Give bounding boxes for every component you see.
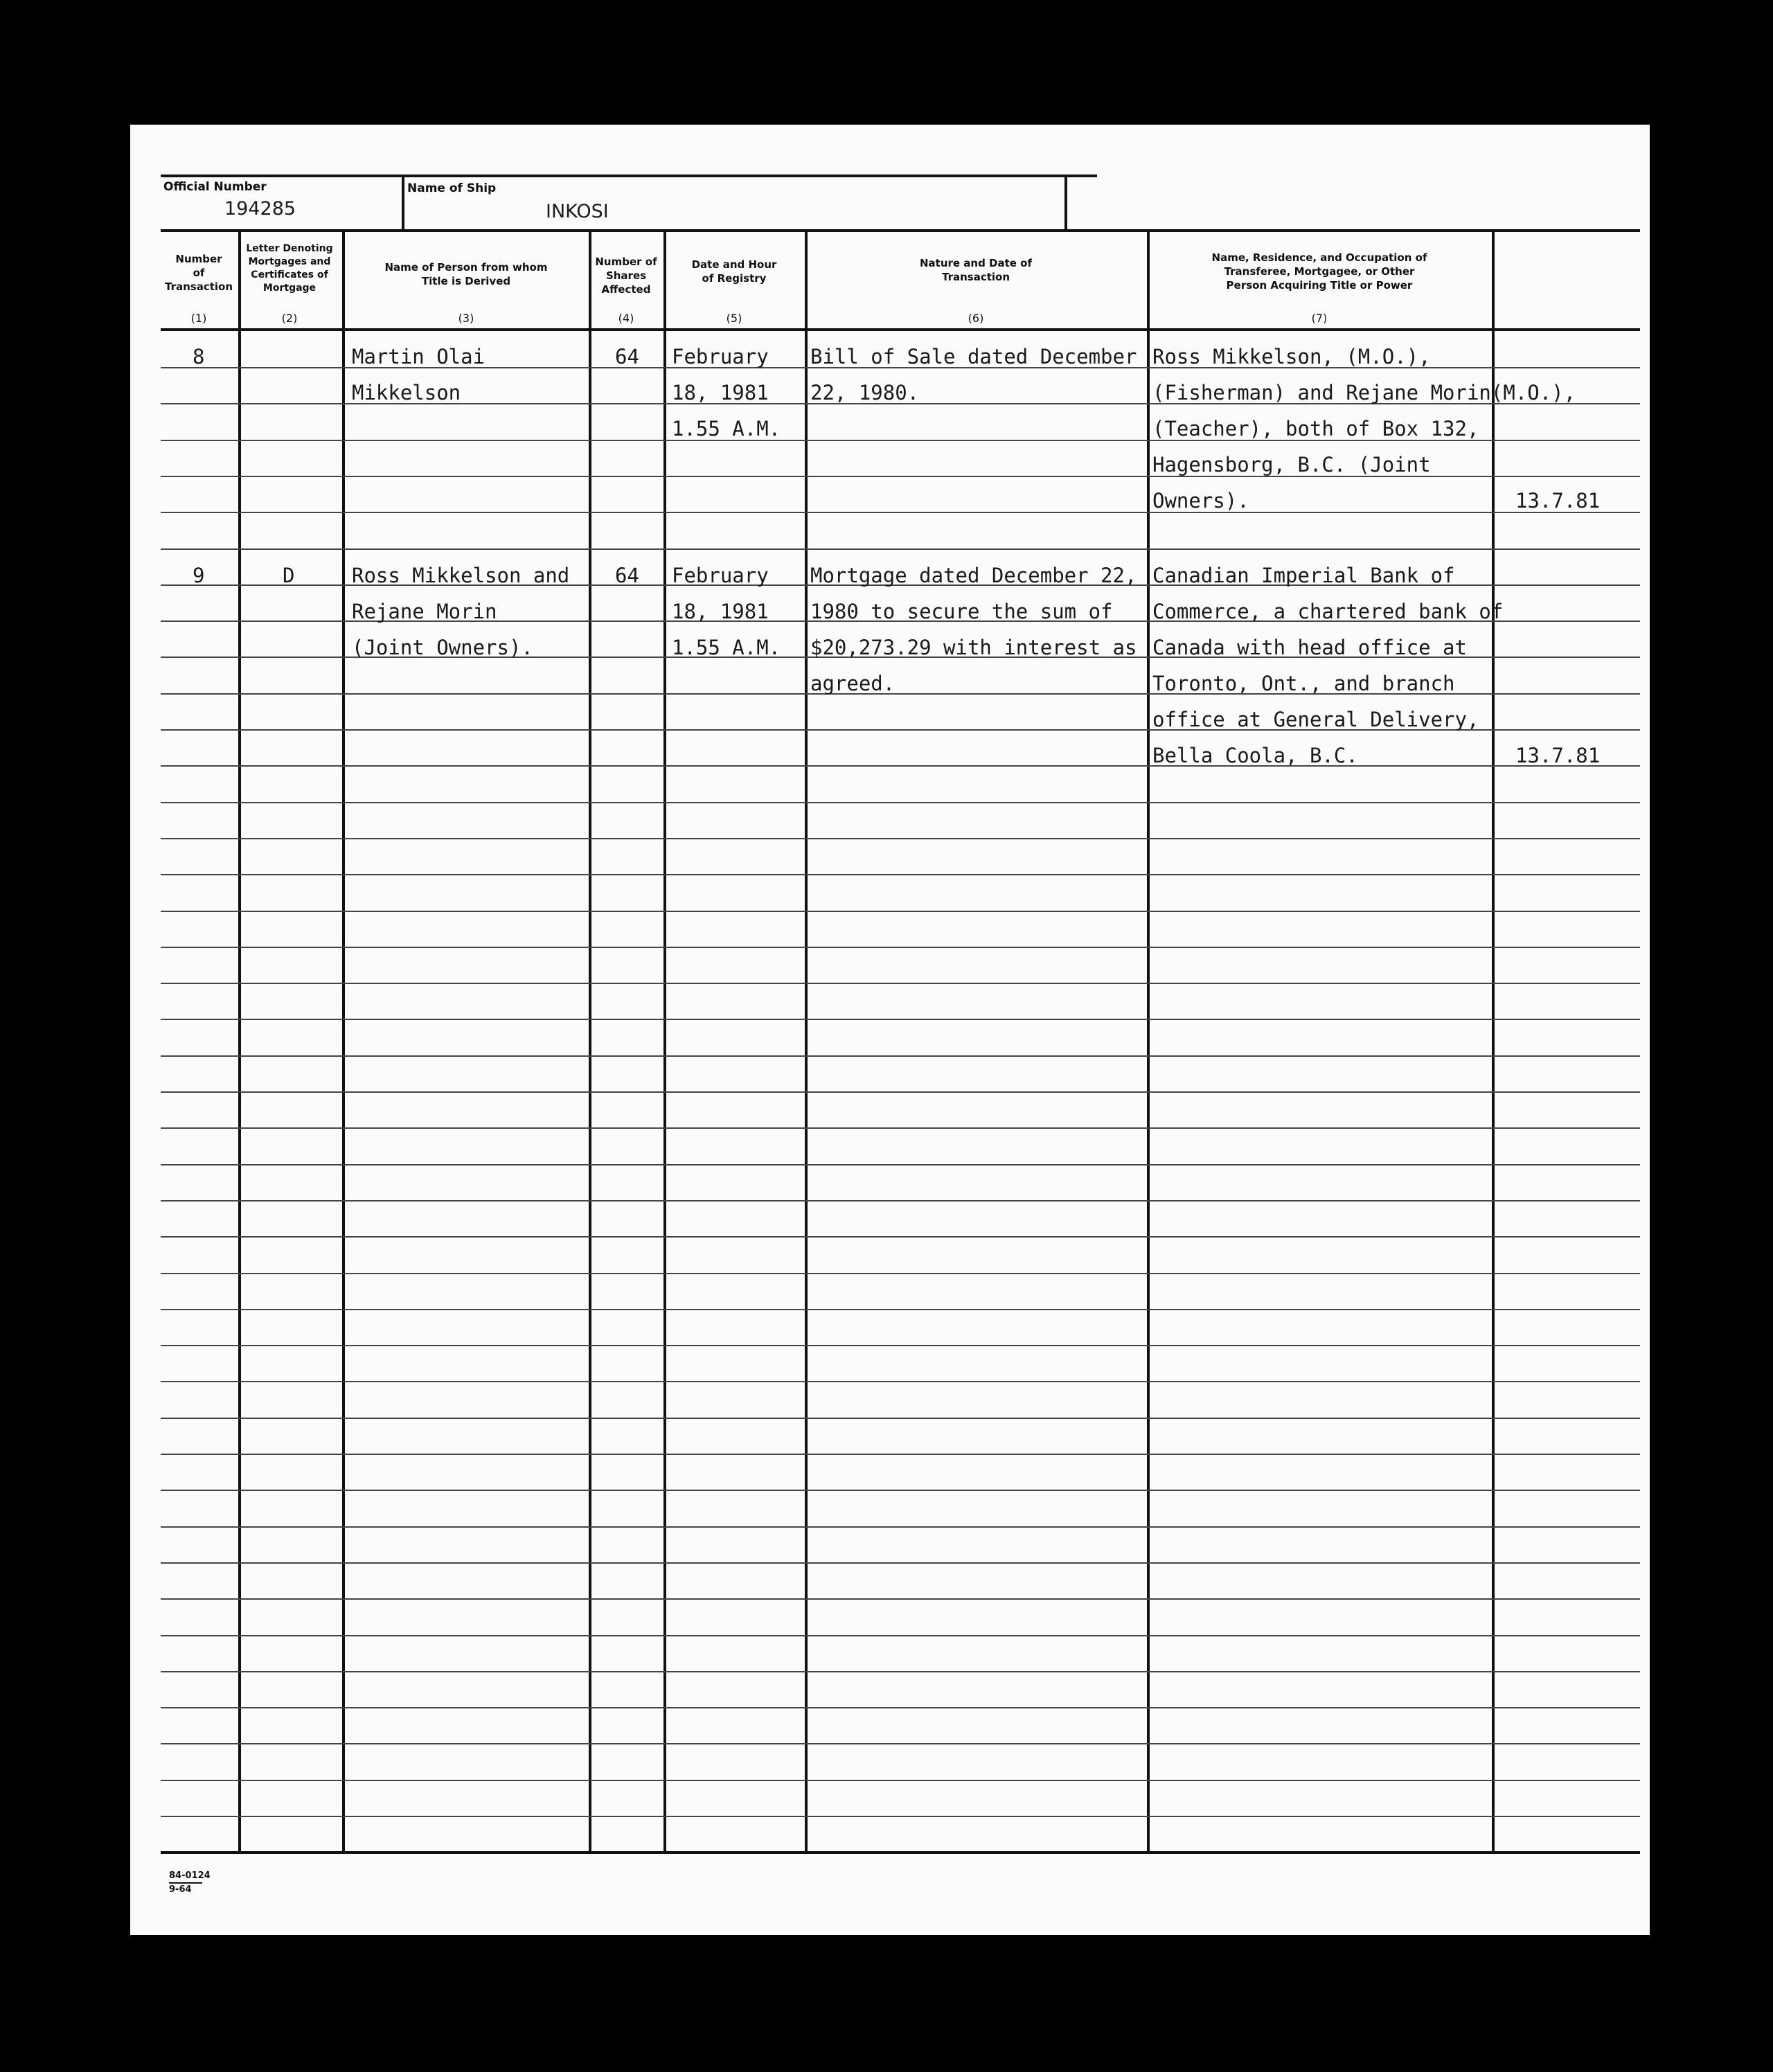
table-top-rule: [161, 229, 1640, 232]
form-code: [169, 1870, 211, 1896]
col-2-title: Letter Denoting Mortgages and Certificates of Mortgage: [246, 243, 333, 294]
column-rule: [1492, 229, 1495, 1852]
col-6-heading: [806, 256, 1146, 284]
row-rule: [161, 1635, 1640, 1636]
row-rule: [161, 1707, 1640, 1708]
col-7-number: (7): [1311, 312, 1328, 325]
column-rule: [589, 229, 591, 1852]
nature-line: Bill of Sale dated December: [810, 345, 1137, 368]
row-rule: [161, 911, 1640, 912]
col-4-number: (4): [618, 312, 634, 325]
row-rule: [161, 1164, 1640, 1166]
col-1-heading: [162, 252, 235, 294]
row-rule: [161, 1454, 1640, 1455]
column-rule: [805, 229, 808, 1852]
ship-name-value: INKOSI: [546, 201, 609, 222]
date-line: February: [672, 345, 769, 368]
date-line: 18, 1981: [672, 381, 769, 404]
col-7-heading: [1148, 251, 1490, 292]
acquirer-line: Ross Mikkelson, (M.O.),: [1152, 345, 1431, 368]
col-1-number: (1): [190, 312, 207, 325]
row-rule: [161, 1418, 1640, 1419]
row-rule: [161, 1091, 1640, 1093]
col-5-heading: [665, 258, 803, 285]
acquirer-line: Toronto, Ont., and branch: [1152, 672, 1455, 695]
date-line: February: [672, 564, 769, 587]
acquirer-line: Commerce, a chartered bank of: [1152, 600, 1504, 623]
ship-name-label: Name of Ship: [407, 181, 497, 195]
acquirer-line: Canada with head office at: [1152, 636, 1467, 659]
row-rule: [161, 838, 1640, 839]
acquirer-line: office at General Delivery,: [1152, 708, 1479, 731]
entry-shares: 64: [615, 564, 639, 587]
header-divider: [402, 175, 404, 230]
row-rule: [161, 1200, 1640, 1202]
acquirer-line: Hagensborg, B.C. (Joint: [1152, 453, 1431, 476]
from-line: Ross Mikkelson and: [352, 564, 570, 587]
col-5-number: (5): [726, 312, 742, 325]
header-top-rule: [161, 175, 1097, 177]
col-5-title: Date and Hour of Registry: [691, 258, 777, 285]
column-rule: [1147, 229, 1150, 1852]
nature-line: 1980 to secure the sum of: [810, 600, 1113, 623]
from-line: Rejane Morin: [352, 600, 497, 623]
date-line: 1.55 A.M.: [672, 636, 781, 659]
row-rule: [161, 548, 1640, 550]
date-line: 18, 1981: [672, 600, 769, 623]
row-rule: [161, 765, 1640, 767]
from-line: (Joint Owners).: [352, 636, 533, 659]
col-4-heading: [590, 255, 662, 296]
table-bottom-rule: [161, 1851, 1640, 1854]
official-number-label: Official Number: [163, 180, 267, 194]
col-2-heading: [238, 242, 341, 295]
from-line: Martin Olai: [352, 345, 485, 368]
entry-number: 9: [193, 564, 205, 587]
column-rule: [238, 229, 241, 1852]
col-7-title: Name, Residence, and Occupation of Transferee, Mortgagee, or Other Person Acquiring Title or Power: [1211, 251, 1427, 292]
col-3-heading: [345, 260, 587, 288]
row-rule: [161, 947, 1640, 948]
row-rule: [161, 1345, 1640, 1346]
acquirer-line: (Fisherman) and Rejane Morin(M.O.),: [1152, 381, 1576, 404]
row-rule: [161, 1019, 1640, 1020]
row-rule: [161, 1598, 1640, 1600]
col-6-title: Nature and Date of Transaction: [919, 257, 1033, 283]
register-page: [130, 125, 1650, 1935]
row-rule: [161, 1562, 1640, 1564]
acquirer-line: Canadian Imperial Bank of: [1152, 564, 1455, 587]
entry-letter: D: [283, 564, 295, 587]
row-rule: [161, 983, 1640, 984]
acquirer-line: (Teacher), both of Box 132,: [1152, 417, 1479, 440]
row-rule: [161, 802, 1640, 803]
from-line: Mikkelson: [352, 381, 461, 404]
nature-line: Mortgage dated December 22,: [810, 564, 1137, 587]
col-2-number: (2): [281, 312, 298, 325]
margin-date: 13.7.81: [1515, 744, 1601, 767]
row-rule: [161, 1055, 1640, 1057]
column-rule: [342, 229, 345, 1852]
col-3-number: (3): [458, 312, 474, 325]
row-rule: [161, 1743, 1640, 1744]
row-rule: [161, 1236, 1640, 1238]
col-1-title: Number of Transaction: [164, 253, 233, 293]
entry-shares: 64: [615, 345, 639, 368]
table-header-rule: [161, 328, 1640, 331]
row-rule: [161, 1309, 1640, 1310]
row-rule: [161, 1671, 1640, 1672]
nature-line: 22, 1980.: [810, 381, 920, 404]
row-rule: [161, 1526, 1640, 1528]
nature-line: $20,273.29 with interest as: [810, 636, 1137, 659]
nature-line: agreed.: [810, 672, 896, 695]
official-number-value: 194285: [224, 198, 296, 220]
col-6-number: (6): [968, 312, 984, 325]
row-rule: [161, 1780, 1640, 1781]
form-code-rule: [169, 1882, 202, 1884]
header-right-edge: [1064, 175, 1067, 230]
row-rule: [161, 874, 1640, 875]
row-rule: [161, 1127, 1640, 1129]
form-code-number: 84-0124: [169, 1870, 211, 1881]
row-rule: [161, 512, 1640, 513]
col-4-title: Number of Shares Affected: [595, 256, 657, 296]
col-3-title: Name of Person from whom Title is Derived: [384, 261, 548, 287]
row-rule: [161, 1490, 1640, 1491]
acquirer-line: Owners).: [1152, 489, 1249, 512]
acquirer-line: Bella Coola, B.C.: [1152, 744, 1358, 767]
column-rule: [663, 229, 666, 1852]
row-rule: [161, 1816, 1640, 1817]
date-line: 1.55 A.M.: [672, 417, 781, 440]
form-code-date: 9-64: [169, 1884, 192, 1895]
entry-number: 8: [193, 345, 205, 368]
margin-date: 13.7.81: [1515, 489, 1601, 512]
row-rule: [161, 1381, 1640, 1382]
row-rule: [161, 1273, 1640, 1274]
